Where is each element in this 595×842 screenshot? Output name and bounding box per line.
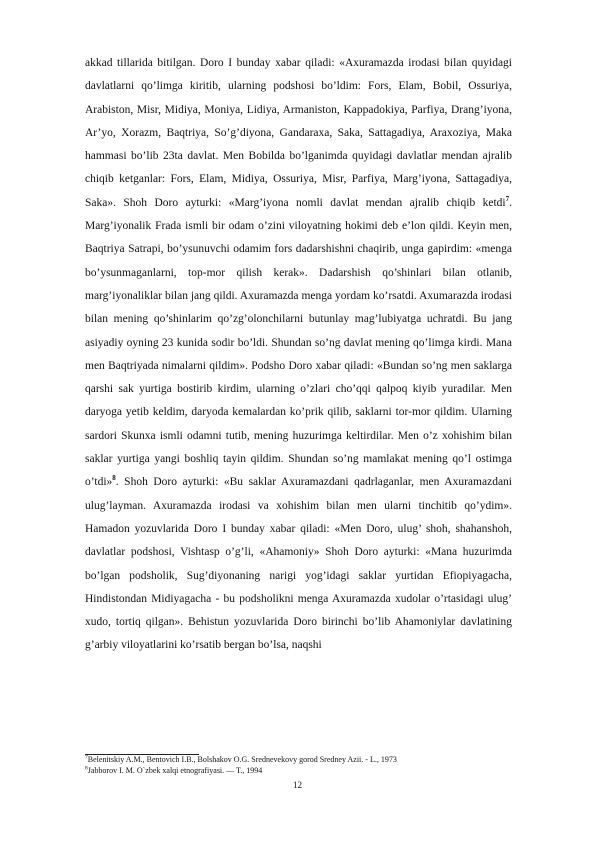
page-number: 12	[293, 780, 302, 790]
paragraph-text: . Marg’iyonalik Frada ismli bir odam o’zini viloyatning hokimi deb e’lon qildi. Keyin men, Baqtriya Satrapi, bo’ysunuvchi odamim fors dadarshishni chaqirib, unga gapirdim: «menga bo’ysunmaganlarni, top-mor qilish kerak». Dadarshish qo’shinlari bilan otlanib, marg’iyonaliklar bilan jang qildi. Axuramazda menga yordam ko’rsatdi. Axumarazda irodasi bilan mening qo’shinlarim qo’zg’olonchilarni butunlay mag’lubiyatga uchratdi. Bu jang asiyadiy oyning 23 kunida sodir bo’ldi. Shundan so’ng davlat mening qo’limga kirdi. Mana men Baqtriyada nimalarni qildim». Podsho Doro xabar qiladi: «Bundan so’ng men saklarga qarshi sak yurtiga bostirib kirdim, ularning o’zlari cho’qqi qalpoq kiyib yuradilar. Men daryoga yetib keldim, daryoda kemalardan ko’prik qilib, saklarni tor-mor qildim. Ularning sardori Skunxa ismli odamni tutib, mening huzurimga keltirdilar. Men o’z xohishim bilan saklar yurtiga yangi boshliq tayin qildim. Shundan so’ng mamlakat mening qo’l ostimga o’tdi»	[85, 196, 512, 489]
footnote-item	[85, 765, 512, 776]
body-paragraph	[85, 52, 512, 658]
footnote-number: 7	[85, 754, 88, 761]
footnote-ref[interactable]: 8	[112, 474, 116, 483]
footnote-ref[interactable]: 7	[505, 194, 510, 203]
footnote-text: Jabborov I. M. O`zbek xalqi etnografiyasi. — T., 1994	[87, 766, 263, 775]
footnote-number: 8	[85, 765, 88, 772]
footnote-item	[85, 754, 512, 765]
footnote-text: Belenitskiy A.M., Bentovich I.B., Bolshakov O.G. Srednevekovy gorod Sredney Azii. - L., 1973	[87, 755, 397, 764]
footnotes	[85, 754, 512, 776]
paragraph-text: . Shoh Doro ayturki: «Bu saklar Axuramazdani qadrlaganlar, men Axuramazdani ulug’layman. Axuramazda irodasi va xohishim bilan men ularni tinchitib qo’ydim». Hamadon yozuvlarida Doro I bunday xabar qiladi: «Men Doro, ulug’ shoh, shahanshoh, davlatlar podshosi, Vishtasp o’g’li, «Ahamoniy» Shoh Doro ayturki: «Mana huzurimda bo’lgan podsholik, Sug’diyonaning narigi yog’idagi saklar yurtidan Efiopiyagacha, Hindistondan Midiyagacha - bu podsholikni menga Axuramazda xudolar o’rtasidagi ulug’ xudo, tortiq qilgan». Behistun yozuvlarida Doro birinchi bo’lib Ahamoniylar davlatining g’arbiy viloyatlarini ko’rsatib bergan bo’lsa, naqshi	[85, 476, 512, 652]
paragraph-text: akkad tillarida bitilgan. Doro I bunday xabar qiladi: «Axuramazda irodasi bilan quyidagi davlatlarni qo’limga kiritib, ularning podshosi bo’ldim: Fors, Elam, Bobil, Ossuriya, Arabiston, Misr, Midiya, Moniya, Lidiya, Armaniston, Kappadokiya, Parfiya, Drang’iyona, Ar’yo, Xorazm, Baqtriya, So’g’diyona, Gandaraxa, Saka, Sattagadiya, Araxoziya, Maka hammasi bo’lib 23ta davlat. Men Bobilda bo’lganimda quyidagi davlatlar mendan ajralib chiqib ketganlar: Fors, Elam, Midiya, Ossuriya, Misr, Parfiya, Marg’iyona, Sattagadiya, Saka». Shoh Doro ayturki: «Marg’iyona nomli davlat mendan ajralib chiqib ketdi	[85, 57, 512, 209]
